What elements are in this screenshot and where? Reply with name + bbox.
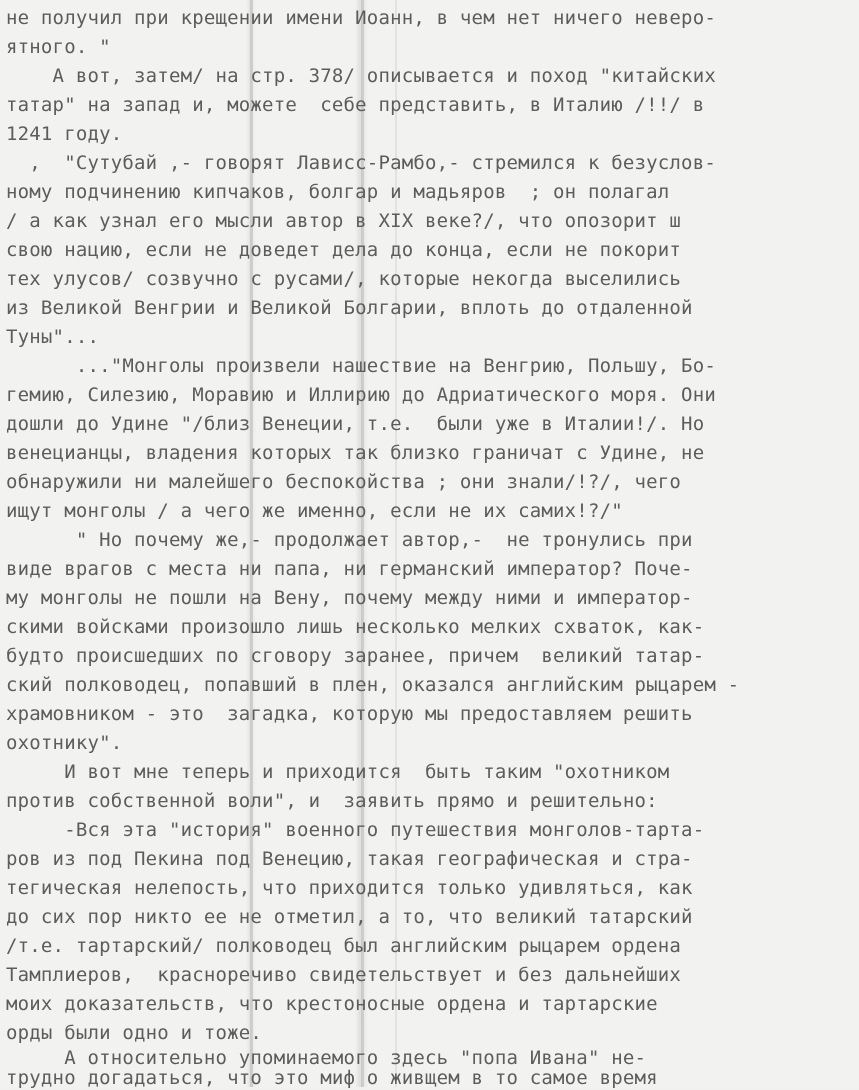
text-line: ищут монголы / а чего же именно, если не их самих!?/": [6, 500, 623, 522]
text-line: не получил при крещении имени Иоанн, в чем нет ничего неверо-: [6, 7, 716, 29]
text-line: / а как узнал его мысли автор в XIX веке?/, что опозорит ш: [6, 210, 682, 232]
text-line: тех улусов/ созвучно с русами/, которые некогда выселились: [6, 268, 682, 290]
text-line: орды были одно и тоже.: [6, 1022, 263, 1044]
text-line: храмовником - это загадка, которую мы предоставляем решить: [6, 703, 693, 725]
text-line: Туны"...: [6, 326, 100, 348]
text-line: татар" на запад и, можете себе представить, в Италию /!!/ в: [6, 94, 705, 116]
text-line: трудно догадаться, что это миф о живщем в то самое время: [6, 1067, 658, 1089]
text-line: гемию, Силезию, Моравию и Иллирию до Адриатического моря. Они: [6, 384, 716, 406]
text-line: охотнику".: [6, 732, 123, 754]
text-line: ский полководец, попавший в плен, оказался английским рыцарем -: [6, 674, 740, 696]
text-line: Тамплиеров, красноречиво свидетельствует и без дальнейших: [6, 964, 682, 986]
text-line: " Но почему же,- продолжает автор,- не тронулись при: [6, 529, 693, 551]
text-line: тегическая нелепость, что приходится только удивляться, как: [6, 877, 693, 899]
text-line: свою нацию, если не доведет дела до конца, если не покорит: [6, 239, 682, 261]
text-line: из Великой Венгрии и Великой Болгарии, вплоть до отдаленной: [6, 297, 693, 319]
text-line: му монголы не пошли на Вену, почему между ними и император-: [6, 587, 693, 609]
text-line: ному подчинению кипчаков, болгар и мадьяров ; он полагал: [6, 181, 670, 203]
text-line: моих доказательств, что крестоносные ордена и тартарские: [6, 993, 658, 1015]
text-line: против собственной воли", и заявить прямо и решительно:: [6, 790, 658, 812]
text-line: И вот мне теперь и приходится быть таким "охотником: [6, 761, 670, 783]
text-line: ..."Монголы произвели нашествие на Венгрию, Польшу, Бо-: [6, 355, 716, 377]
text-line: , "Сутубай ,- говорят Лависс-Рамбо,- стремился к безуслов-: [6, 152, 716, 174]
text-line: будто происшедших по сговору заранее, причем великий татар-: [6, 645, 705, 667]
text-line: венецианцы, владения которых так близко граничат с Удине, не: [6, 442, 705, 464]
text-line: -Вся эта "история" военного путешествия монголов-тарта-: [6, 819, 705, 841]
text-line: А относительно упоминаемого здесь "попа Ивана" не-: [6, 1047, 647, 1069]
text-line: А вот, затем/ на стр. 378/ описывается и поход "китайских: [6, 65, 716, 87]
text-line: 1241 году.: [6, 123, 123, 145]
text-line: скими войсками произошло лишь несколько мелких схваток, как-: [6, 616, 705, 638]
text-line: /т.е. тартарский/ полководец был английским рыцарем ордена: [6, 935, 682, 957]
text-line: дошли до Удине "/близ Венеции, т.е. были уже в Италии!/. Но: [6, 413, 705, 435]
text-line: ятного. ": [6, 36, 111, 58]
text-line: виде врагов с места ни папа, ни германский император? Поче-: [6, 558, 693, 580]
text-line: обнаружили ни малейшего беспокойства ; они знали/!?/, чего: [6, 471, 682, 493]
text-line: до сих пор никто ее не отметил, а то, что великий татарский: [6, 906, 693, 928]
text-line: ров из под Пекина под Венецию, такая географическая и стра-: [6, 848, 693, 870]
